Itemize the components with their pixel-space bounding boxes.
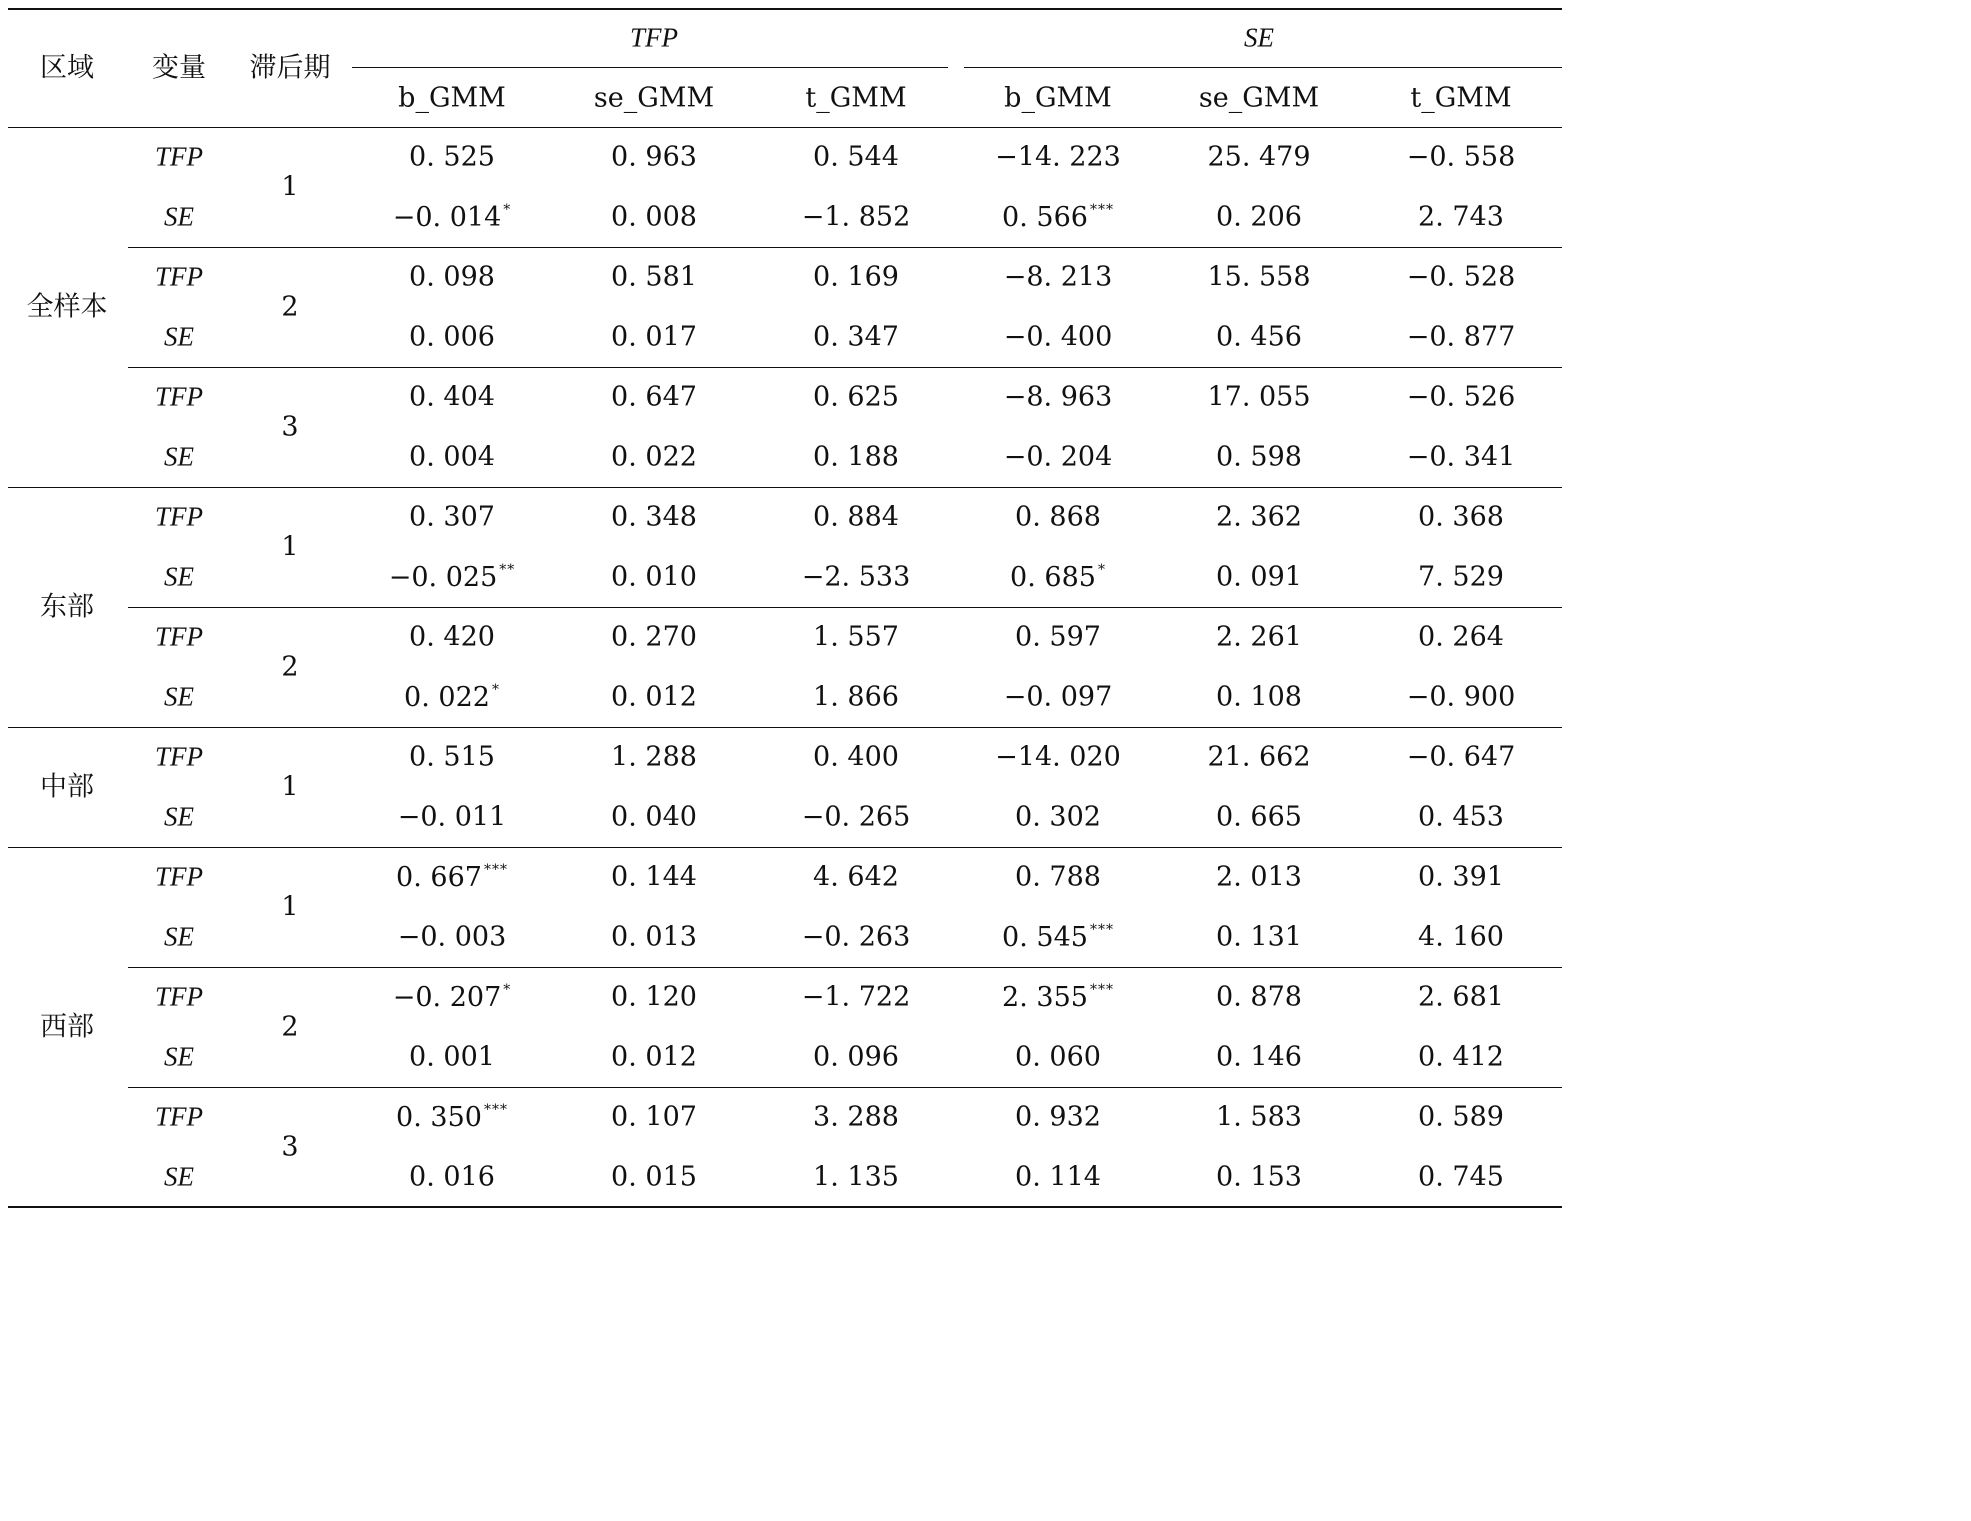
table-cell: 0. 878: [1216, 981, 1302, 1013]
table-cell: 1. 557: [813, 621, 899, 653]
table-cell: 0. 013: [611, 921, 697, 953]
table-cell: 0. 012: [611, 1041, 697, 1073]
table-cell: 0. 146: [1216, 1041, 1302, 1073]
significance-marker: ***: [483, 862, 508, 878]
variable-label: SE: [164, 681, 194, 712]
table-cell: 0. 188: [813, 441, 899, 473]
variable-label: TFP: [154, 261, 204, 292]
table-cell: 0. 348: [611, 501, 697, 533]
table-cell: 0. 264: [1418, 621, 1504, 653]
table-cell: 0. 008: [611, 201, 697, 233]
significance-marker: **: [499, 562, 516, 578]
header-subcol: se_GMM: [1198, 82, 1320, 114]
lag-divider: [128, 247, 1562, 248]
lag-value: 1: [281, 531, 299, 563]
table-cell: −0. 900: [1406, 681, 1516, 713]
table-cell: 1. 866: [813, 681, 899, 713]
region-divider: [8, 727, 1562, 728]
table-cell: −8. 213: [1003, 261, 1113, 293]
table-cell: 0. 581: [611, 261, 697, 293]
table-cell: 0. 525: [409, 141, 495, 173]
table-cell: 2. 681: [1418, 981, 1504, 1013]
table-cell: 25. 479: [1207, 141, 1311, 173]
table-cell: −14. 223: [995, 141, 1121, 173]
table-cell: −0. 011: [397, 801, 507, 833]
table-cell: 0. 963: [611, 141, 697, 173]
table-cell: 2. 362: [1216, 501, 1302, 533]
table-cell: 0. 114: [1015, 1161, 1101, 1193]
variable-label: TFP: [154, 741, 204, 772]
table-cell: 0. 625: [813, 381, 899, 413]
variable-label: TFP: [154, 1101, 204, 1132]
table-cell: −1. 722: [801, 981, 911, 1013]
lag-value: 3: [281, 411, 299, 443]
table-cell: 2. 013: [1216, 861, 1302, 893]
table-cell: −0. 558: [1406, 141, 1516, 173]
table-cell: 0. 302: [1015, 801, 1101, 833]
significance-marker: *: [491, 682, 500, 698]
table-cell: 0. 040: [611, 801, 697, 833]
table-cell: 0. 453: [1418, 801, 1504, 833]
region-divider: [8, 847, 1562, 848]
table-cell: −0. 003: [397, 921, 507, 953]
variable-label: SE: [164, 1161, 194, 1192]
table-cell: 0. 589: [1418, 1101, 1504, 1133]
header-lag: 滞后期: [249, 52, 331, 84]
table-cell: 0. 144: [611, 861, 697, 893]
region-label: 东部: [40, 591, 94, 623]
lag-divider: [128, 967, 1562, 968]
table-cell: 0. 404: [409, 381, 495, 413]
table-cell: 0. 597: [1015, 621, 1101, 653]
variable-label: SE: [164, 921, 194, 952]
region-label: 西部: [40, 1011, 94, 1043]
lag-value: 1: [281, 171, 299, 203]
significance-marker: ***: [483, 1102, 508, 1118]
table-cell: 3. 288: [813, 1101, 899, 1133]
table-cell: 1. 135: [813, 1161, 899, 1193]
region-label: 全样本: [26, 291, 108, 323]
table-cell: −0. 014 *: [392, 202, 512, 233]
table-cell: 17. 055: [1207, 381, 1311, 413]
table-cell: −1. 852: [801, 201, 911, 233]
table-cell: −0. 263: [801, 921, 911, 953]
table-cell: 0. 347: [813, 321, 899, 353]
lag-value: 2: [281, 651, 299, 683]
variable-label: TFP: [154, 861, 204, 892]
table-cell: 0. 412: [1418, 1041, 1504, 1073]
table-cell: 0. 098: [409, 261, 495, 293]
variable-label: SE: [164, 441, 194, 472]
significance-marker: *: [1097, 562, 1106, 578]
table-cell: 7. 529: [1418, 561, 1504, 593]
header-group-se: SE: [1244, 22, 1274, 53]
table-cell: 0. 647: [611, 381, 697, 413]
table-cell: −14. 020: [995, 741, 1121, 773]
header-subcol: t_GMM: [1410, 82, 1512, 114]
table-cell: 0. 022 *: [404, 682, 500, 713]
header-region: 区域: [40, 52, 94, 84]
table-cell: 0. 060: [1015, 1041, 1101, 1073]
table-cell: 0. 868: [1015, 501, 1101, 533]
significance-marker: ***: [1089, 202, 1114, 218]
table-cell: −0. 207 *: [392, 982, 512, 1013]
table-cell: 0. 420: [409, 621, 495, 653]
table-cell: 0. 685 *: [1010, 562, 1106, 593]
header-subcol: t_GMM: [805, 82, 907, 114]
table-cell: 0. 001: [409, 1041, 495, 1073]
group-rule-se: [964, 67, 1562, 68]
lag-divider: [128, 607, 1562, 608]
header-group-tfp: TFP: [629, 22, 679, 53]
variable-label: TFP: [154, 141, 204, 172]
header-rule: [8, 127, 1562, 128]
variable-label: SE: [164, 1041, 194, 1072]
table-cell: 2. 743: [1418, 201, 1504, 233]
table-cell: 0. 091: [1216, 561, 1302, 593]
table-cell: 0. 566 ***: [1002, 202, 1114, 233]
variable-label: TFP: [154, 501, 204, 532]
table-cell: 0. 665: [1216, 801, 1302, 833]
table-cell: 0. 004: [409, 441, 495, 473]
table-cell: 0. 400: [813, 741, 899, 773]
table-cell: 0. 368: [1418, 501, 1504, 533]
significance-marker: *: [503, 982, 512, 998]
table-cell: −0. 097: [1003, 681, 1113, 713]
table-cell: 0. 667 ***: [396, 862, 508, 893]
variable-label: SE: [164, 321, 194, 352]
bottom-rule: [8, 1206, 1562, 1208]
variable-label: SE: [164, 801, 194, 832]
table-cell: 0. 022: [611, 441, 697, 473]
lag-divider: [128, 1087, 1562, 1088]
table-cell: 0. 788: [1015, 861, 1101, 893]
variable-label: TFP: [154, 381, 204, 412]
table-cell: 1. 583: [1216, 1101, 1302, 1133]
variable-label: SE: [164, 201, 194, 232]
table-cell: 0. 350 ***: [396, 1102, 508, 1133]
lag-divider: [128, 367, 1562, 368]
table-cell: −0. 526: [1406, 381, 1516, 413]
table-cell: 2. 261: [1216, 621, 1302, 653]
table-cell: 0. 206: [1216, 201, 1302, 233]
table-cell: −0. 400: [1003, 321, 1113, 353]
table-cell: −0. 877: [1406, 321, 1516, 353]
table-cell: 21. 662: [1207, 741, 1311, 773]
table-cell: 4. 160: [1418, 921, 1504, 953]
table-cell: 0. 096: [813, 1041, 899, 1073]
table-cell: 0. 884: [813, 501, 899, 533]
variable-label: SE: [164, 561, 194, 592]
variable-label: TFP: [154, 981, 204, 1012]
header-variable: 变量: [152, 52, 206, 84]
table-cell: 0. 108: [1216, 681, 1302, 713]
table-cell: −0. 204: [1003, 441, 1113, 473]
significance-marker: *: [503, 202, 512, 218]
table-cell: 0. 153: [1216, 1161, 1302, 1193]
table-cell: 0. 745: [1418, 1161, 1504, 1193]
group-rule-tfp: [352, 67, 948, 68]
table-cell: −0. 341: [1406, 441, 1516, 473]
lag-value: 2: [281, 291, 299, 323]
region-divider: [8, 487, 1562, 488]
table-cell: −0. 647: [1406, 741, 1516, 773]
table-cell: −0. 265: [801, 801, 911, 833]
table-cell: 0. 515: [409, 741, 495, 773]
significance-marker: ***: [1089, 922, 1114, 938]
table-cell: −0. 025 **: [388, 562, 516, 593]
table-cell: 0. 010: [611, 561, 697, 593]
lag-value: 1: [281, 891, 299, 923]
table-cell: 0. 545 ***: [1002, 922, 1114, 953]
table-cell: −8. 963: [1003, 381, 1113, 413]
table-cell: 0. 131: [1216, 921, 1302, 953]
table-cell: 1. 288: [611, 741, 697, 773]
table-cell: 0. 006: [409, 321, 495, 353]
significance-marker: ***: [1089, 982, 1114, 998]
table-cell: −2. 533: [801, 561, 911, 593]
table-cell: 0. 012: [611, 681, 697, 713]
region-label: 中部: [40, 771, 94, 803]
header-subcol: b_GMM: [1004, 82, 1112, 114]
lag-value: 1: [281, 771, 299, 803]
table-cell: 4. 642: [813, 861, 899, 893]
lag-value: 3: [281, 1131, 299, 1163]
table-cell: 2. 355 ***: [1002, 982, 1114, 1013]
table-cell: 0. 017: [611, 321, 697, 353]
header-subcol: se_GMM: [593, 82, 715, 114]
table-cell: 0. 456: [1216, 321, 1302, 353]
table-cell: 0. 107: [611, 1101, 697, 1133]
table-cell: −0. 528: [1406, 261, 1516, 293]
table-cell: 0. 270: [611, 621, 697, 653]
table-cell: 0. 016: [409, 1161, 495, 1193]
table-cell: 0. 391: [1418, 861, 1504, 893]
top-rule: [8, 8, 1562, 10]
table-cell: 15. 558: [1207, 261, 1311, 293]
table-cell: 0. 307: [409, 501, 495, 533]
table-cell: 0. 544: [813, 141, 899, 173]
table-cell: 0. 120: [611, 981, 697, 1013]
variable-label: TFP: [154, 621, 204, 652]
lag-value: 2: [281, 1011, 299, 1043]
table-cell: 0. 169: [813, 261, 899, 293]
table-cell: 0. 598: [1216, 441, 1302, 473]
header-subcol: b_GMM: [398, 82, 506, 114]
table-cell: 0. 932: [1015, 1101, 1101, 1133]
table-cell: 0. 015: [611, 1161, 697, 1193]
